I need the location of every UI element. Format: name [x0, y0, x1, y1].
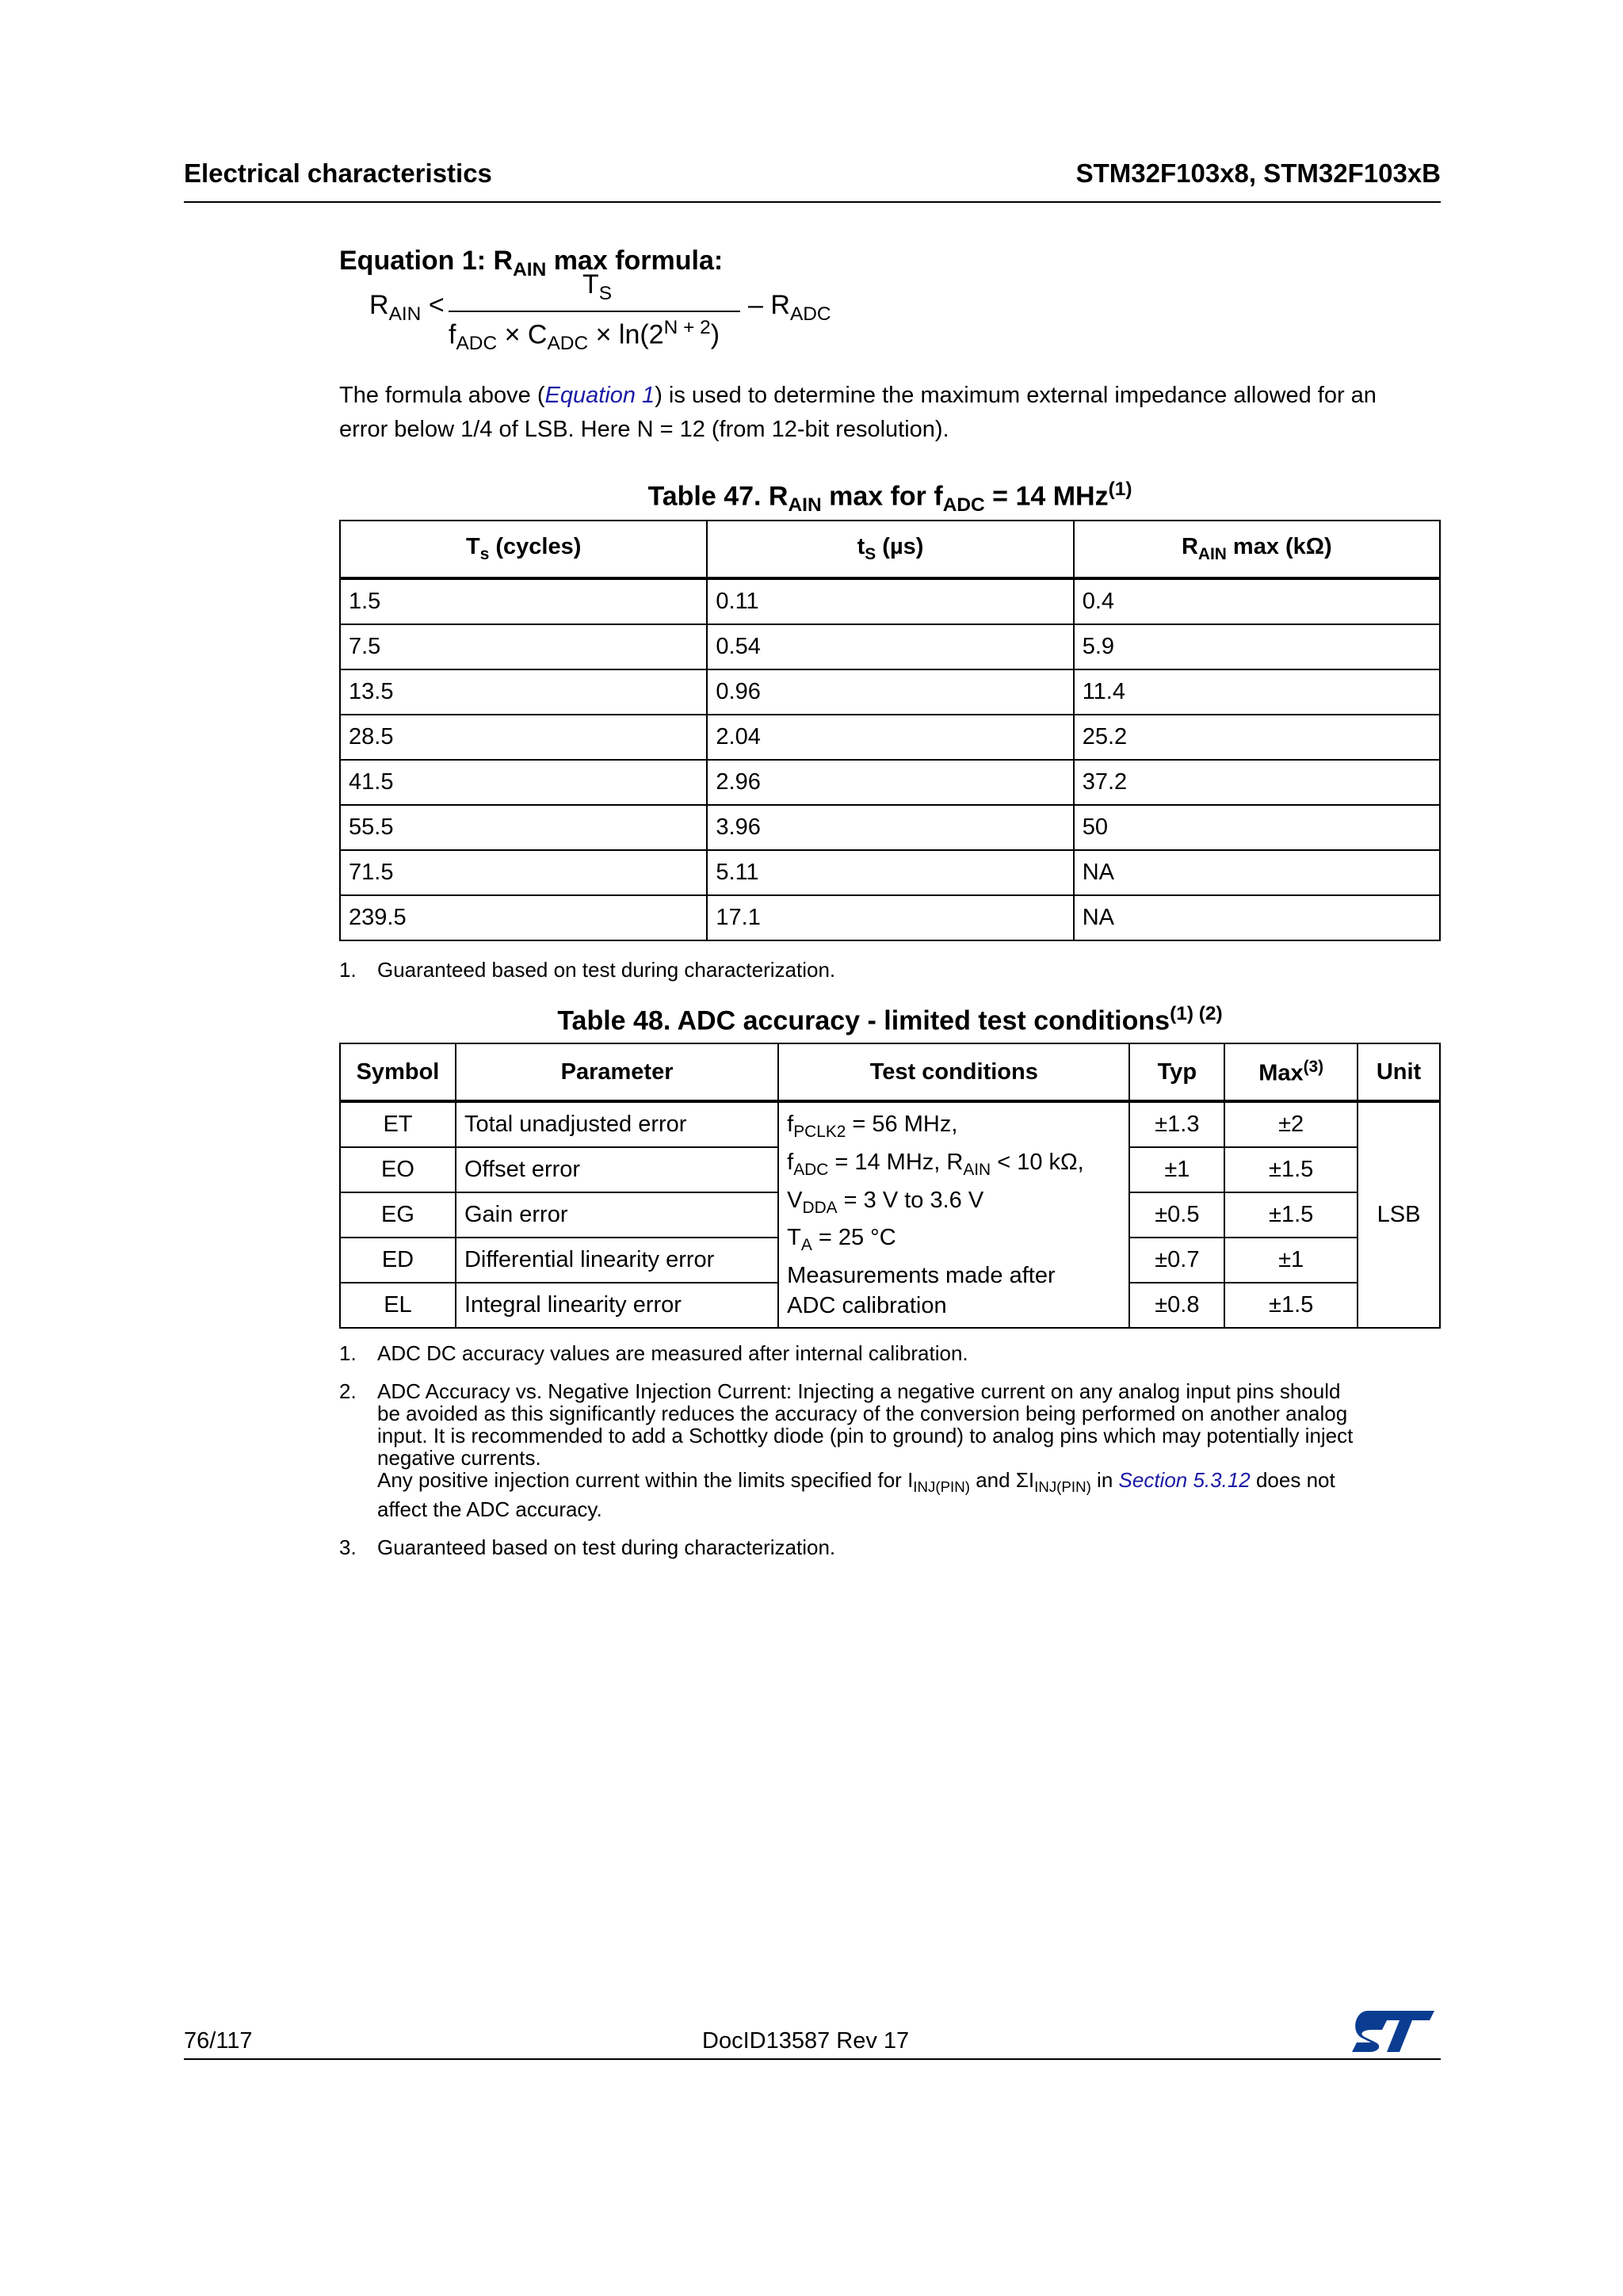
footer-rule: [184, 2058, 1441, 2060]
footnote-2: 2. ADC Accuracy vs. Negative Injection Current: Injecting a negative current on any analog input pins should be avoided as this significantly reduces the accuracy of the conversion being performed on another analog input. It is recommended to add a Schottky diode (pin to ground) to analog pins which may potentially inject negative currents. Any positive injection current within the limits specified for $I_{INJ(PIN)}$ and $\Sigma I_{INJ(PIN)}$ in Section 5.3.12 does not affect the ADC accuracy.: [339, 1379, 1354, 1522]
cell-max: ±1.5: [1224, 1147, 1358, 1192]
table48-header-symbol: Symbol: [340, 1043, 456, 1101]
cell: NA: [1074, 850, 1440, 895]
table-row: [340, 624, 1440, 669]
table48-footnotes: [339, 1342, 1445, 1558]
equation-title: Equation 1: $R_{AIN}$ max formula:: [339, 246, 724, 280]
equation-denominator: $f_{ADC} \times C_{ADC} \times \ln(2^{N + 2})$: [449, 317, 720, 355]
cell: 28.5: [340, 715, 707, 760]
table-row: [340, 669, 1440, 715]
formula-paragraph: The formula above (Equation 1) is used to determine the maximum external impedance allowed for an error below 1/4 of LSB. Here N = 12 (from 12-bit resolution).: [339, 383, 1377, 442]
cell: 2.04: [707, 715, 1073, 760]
cell: 37.2: [1074, 760, 1440, 805]
cell: 3.96: [707, 805, 1073, 850]
cell: 1.5: [340, 578, 707, 624]
table-row: [340, 715, 1440, 760]
cell-symbol: EG: [340, 1192, 456, 1238]
cell-typ: ±1: [1129, 1147, 1224, 1192]
cell: 0.4: [1074, 578, 1440, 624]
cell: 50: [1074, 805, 1440, 850]
cell: 5.11: [707, 850, 1073, 895]
cell: NA: [1074, 895, 1440, 940]
cell: 0.11: [707, 578, 1073, 624]
table48-header-unit: Unit: [1358, 1043, 1440, 1101]
cell: 55.5: [340, 805, 707, 850]
st-logo-icon: [1352, 2009, 1436, 2054]
cell-typ: ±0.5: [1129, 1192, 1224, 1238]
equation-fraction-bar: [449, 311, 740, 312]
cell-parameter: Gain error: [456, 1192, 778, 1238]
footnote-1: 1. ADC DC accuracy values are measured after internal calibration.: [339, 1341, 968, 1365]
cell-max: ±2: [1224, 1101, 1358, 1147]
cell-parameter: Differential linearity error: [456, 1238, 778, 1283]
table-row: [340, 760, 1440, 805]
table48-header-parameter: Parameter: [456, 1043, 778, 1101]
cell-parameter: Total unadjusted error: [456, 1101, 778, 1147]
cell: 5.9: [1074, 624, 1440, 669]
cell-symbol: EL: [340, 1283, 456, 1328]
cell-parameter: Integral linearity error: [456, 1283, 778, 1328]
cell: 71.5: [340, 850, 707, 895]
equation-lhs: $R_{AIN}$ <: [369, 290, 445, 325]
doc-id: DocID13587 Rev 17: [702, 2028, 910, 2054]
cell: 41.5: [340, 760, 707, 805]
cell: 11.4: [1074, 669, 1440, 715]
table48-header-max: Max$^{(3)}$: [1224, 1043, 1358, 1101]
table-row: [340, 850, 1440, 895]
table-row: [340, 895, 1440, 940]
table-row: [340, 1101, 1440, 1147]
cell-symbol: ED: [340, 1238, 456, 1283]
cell-typ: ±1.3: [1129, 1101, 1224, 1147]
table48: [339, 1043, 1441, 1329]
table47: [339, 520, 1441, 941]
table48-header-typ: Typ: [1129, 1043, 1224, 1101]
cell: 25.2: [1074, 715, 1440, 760]
cell-symbol: EO: [340, 1147, 456, 1192]
table-row: [340, 805, 1440, 850]
section-5-3-12-link[interactable]: Section 5.3.12: [1118, 1468, 1251, 1492]
table47-title: Table 47. $R_{AIN}$ max for $f_{ADC} = 14$ MHz$^{(1)}$: [647, 479, 1132, 517]
cell: 0.96: [707, 669, 1073, 715]
cell-symbol: ET: [340, 1101, 456, 1147]
header-section-title: Electrical characteristics: [184, 158, 492, 188]
table47-header-ts-cycles: $T_s$ (cycles): [340, 521, 707, 578]
header-rule: [184, 201, 1441, 203]
cell: 17.1: [707, 895, 1073, 940]
cell: 13.5: [340, 669, 707, 715]
equation-rhs: – $R_{ADC}$: [748, 290, 831, 325]
table48-header-test-conditions: Test conditions: [778, 1043, 1129, 1101]
cell: 2.96: [707, 760, 1073, 805]
cell-typ: ±0.8: [1129, 1283, 1224, 1328]
cell-test-conditions: $f_{PCLK2} = 56$ MHz, $f_{ADC} = 14$ MHz, $R_{AIN} < 10$ kΩ, $V_{DDA} = 3$ V to 3.6 V $T_A = 25$ °C Measurements made after ADC calibration: [778, 1101, 1129, 1328]
equation-1-link[interactable]: Equation 1: [544, 383, 655, 408]
header-product-title: STM32F103x8, STM32F103xB: [1075, 158, 1441, 188]
cell: 0.54: [707, 624, 1073, 669]
table48-title: Table 48. ADC accuracy - limited test conditions$^{(1) (2)}$: [557, 1003, 1223, 1036]
cell: 7.5: [340, 624, 707, 669]
table47-footnote: 1. Guaranteed based on test during characterization.: [339, 958, 836, 982]
table47-header-ts-us: $t_S$ (µs): [707, 521, 1073, 578]
page-number: 76/117: [184, 2028, 253, 2054]
cell-parameter: Offset error: [456, 1147, 778, 1192]
cell-unit: LSB: [1358, 1101, 1440, 1328]
table47-header-rain-max: $R_{AIN}$ max (kΩ): [1074, 521, 1440, 578]
cell: 239.5: [340, 895, 707, 940]
cell-max: ±1.5: [1224, 1283, 1358, 1328]
table-row: [340, 578, 1440, 624]
cell-typ: ±0.7: [1129, 1238, 1224, 1283]
cell-max: ±1.5: [1224, 1192, 1358, 1238]
footnote-3: 3. Guaranteed based on test during characterization.: [339, 1535, 836, 1560]
cell-max: ±1: [1224, 1238, 1358, 1283]
equation-numerator: $T_S$: [582, 269, 613, 304]
